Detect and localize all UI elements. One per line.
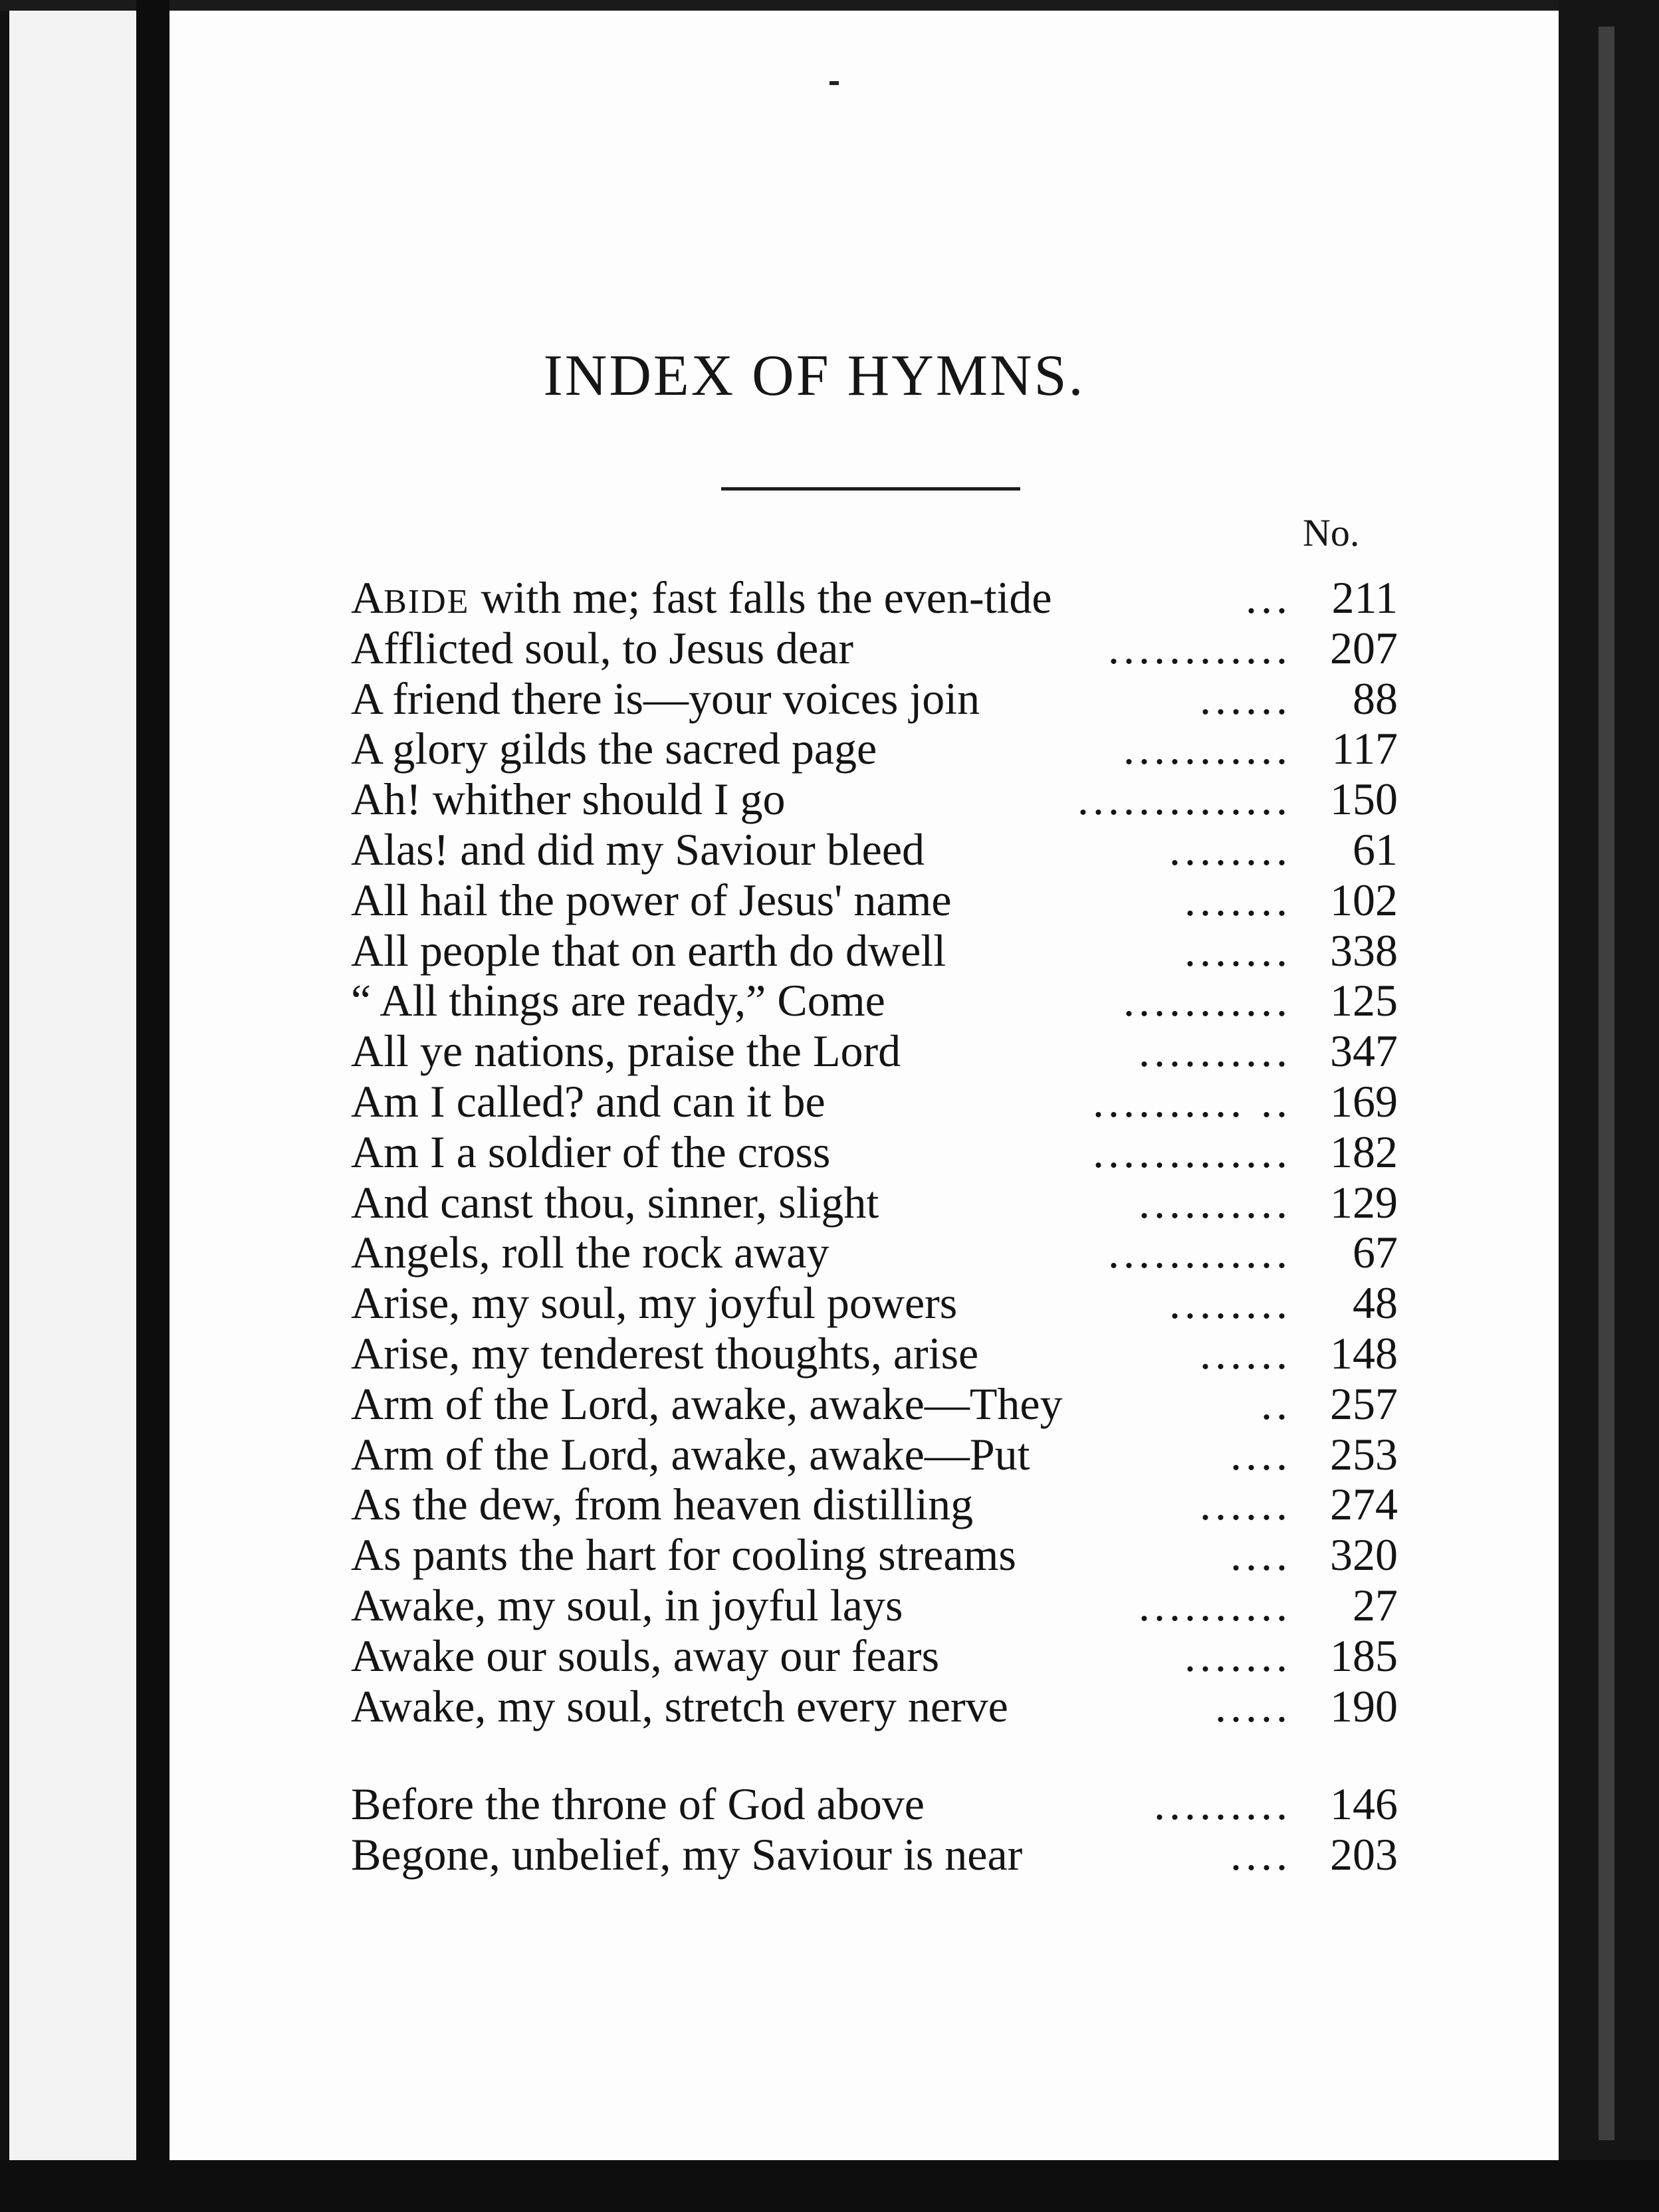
hymn-index-list	[351, 573, 1398, 1880]
hymn-number: 274	[1330, 1479, 1398, 1530]
hymn-title: All people that on earth do dwell	[351, 925, 946, 976]
leader-dots: ...	[1246, 572, 1291, 623]
hymn-entry	[351, 623, 1398, 674]
hymn-title: Ah! whither should I go	[351, 774, 786, 825]
hymn-title: All ye nations, praise the Lord	[351, 1026, 901, 1077]
hymn-entry	[351, 1178, 1398, 1228]
leader-dots: ....	[1230, 1829, 1291, 1880]
hymn-title: As pants the hart for cooling streams	[351, 1529, 1016, 1581]
hymn-number: 211	[1331, 572, 1398, 623]
hymn-number: 61	[1353, 824, 1398, 875]
hymn-number: 182	[1330, 1126, 1398, 1177]
leader-dots: ....	[1230, 1529, 1291, 1581]
leader-dots: ............	[1108, 622, 1291, 673]
hymn-title: A glory gilds the sacred page	[351, 723, 877, 774]
leader-dots: ...........	[1123, 975, 1291, 1026]
hymn-entry	[351, 1779, 1398, 1830]
hymn-title: Arise, my tenderest thoughts, arise	[351, 1327, 979, 1379]
leader-dots: .............	[1093, 1126, 1291, 1177]
hymn-number: 203	[1330, 1829, 1398, 1880]
hymn-number: 347	[1330, 1026, 1398, 1077]
hymn-title: A friend there is—your voices join	[351, 673, 980, 724]
hymn-number: 88	[1353, 673, 1398, 724]
leader-dots: ..	[1261, 1378, 1291, 1429]
leader-dots: ..........	[1139, 1579, 1291, 1630]
hymn-entry	[351, 1830, 1398, 1880]
hymn-entry	[351, 724, 1398, 774]
hymn-title: “ All things are ready,” Come	[351, 975, 885, 1026]
hymn-number: 150	[1330, 774, 1398, 825]
leader-dots: .......... ..	[1093, 1075, 1291, 1127]
page-title: INDEX OF HYMNS.	[543, 344, 1085, 408]
hymn-number: 253	[1330, 1428, 1398, 1480]
hymn-entry	[351, 674, 1398, 724]
hymn-number: 125	[1330, 975, 1398, 1026]
hymn-title: Arise, my soul, my joyful powers	[351, 1277, 958, 1329]
leader-dots: ....	[1230, 1428, 1291, 1480]
hymn-entry	[351, 1026, 1398, 1077]
hymn-number: 67	[1353, 1227, 1398, 1278]
hymn-title: Awake, my soul, stretch every nerve	[351, 1680, 1008, 1731]
number-column-header: No.	[1303, 511, 1360, 554]
hymn-number: 48	[1353, 1277, 1398, 1329]
leader-dots: ........	[1169, 1277, 1291, 1329]
leader-dots: ..........	[1139, 1026, 1291, 1077]
leader-dots: ..........	[1139, 1176, 1291, 1228]
hymn-title: Afflicted soul, to Jesus dear	[351, 622, 854, 673]
hymn-entry	[351, 1228, 1398, 1278]
hymn-entry	[351, 1480, 1398, 1530]
leader-dots: ......	[1200, 673, 1291, 724]
hymn-title: Awake, my soul, in joyful lays	[351, 1579, 903, 1630]
hymn-entry	[351, 1581, 1398, 1631]
hymn-title: And canst thou, sinner, slight	[351, 1176, 879, 1228]
leader-dots: ..............	[1077, 774, 1291, 825]
leader-dots: .......	[1184, 874, 1291, 925]
leader-dots: ......	[1200, 1479, 1291, 1530]
hymn-title-rest: with me; fast falls the even-tide	[469, 572, 1052, 623]
hymn-title: Begone, unbelief, my Saviour is near	[351, 1829, 1023, 1880]
page-edge-strip	[1599, 27, 1614, 2140]
hymn-number: 190	[1330, 1680, 1398, 1731]
small-caps-initial: A	[351, 572, 384, 623]
hymn-title	[351, 573, 1052, 627]
scan-bottom-edge	[0, 2160, 1659, 2212]
hymn-number: 257	[1330, 1378, 1398, 1429]
leader-dots: .......	[1184, 925, 1291, 976]
hymn-entry	[351, 774, 1398, 825]
hymn-title: Am I a soldier of the cross	[351, 1126, 831, 1177]
hymn-number: 338	[1330, 925, 1398, 976]
leader-dots: .......	[1184, 1630, 1291, 1681]
hymn-number: 117	[1331, 723, 1398, 774]
hymn-entry	[351, 926, 1398, 976]
title-rule	[721, 487, 1020, 491]
hymn-title: Awake our souls, away our fears	[351, 1630, 940, 1681]
hymn-number: 148	[1330, 1327, 1398, 1379]
hymn-entry	[351, 1077, 1398, 1127]
leader-dots: ........	[1169, 824, 1291, 875]
small-caps-rest: BIDE	[384, 583, 470, 621]
leader-dots: ............	[1108, 1227, 1291, 1278]
leader-dots: .....	[1215, 1680, 1291, 1731]
scan-left-edge	[0, 0, 9, 2212]
leader-dots: ...........	[1123, 723, 1291, 774]
hymn-number: 169	[1330, 1075, 1398, 1127]
hymn-entry	[351, 1631, 1398, 1682]
hymn-entry	[351, 1682, 1398, 1732]
hymn-entry	[351, 825, 1398, 875]
hymn-entry	[351, 976, 1398, 1026]
hymn-number: 207	[1330, 622, 1398, 673]
hymn-title: Am I called? and can it be	[351, 1075, 826, 1127]
hymn-number: 146	[1330, 1779, 1398, 1830]
hymn-entry	[351, 1530, 1398, 1581]
hymn-number: 320	[1330, 1529, 1398, 1581]
hymn-title: Arm of the Lord, awake, awake—They	[351, 1378, 1063, 1429]
hymn-number: 102	[1330, 874, 1398, 925]
scan-left-background	[0, 0, 156, 2212]
hymn-entry	[351, 1278, 1398, 1329]
hymn-entry	[351, 875, 1398, 926]
hymn-number: 27	[1353, 1579, 1398, 1630]
leader-dots: .........	[1154, 1779, 1291, 1830]
hymn-title: Before the throne of God above	[351, 1779, 925, 1830]
hymn-entry	[351, 573, 1398, 623]
hymn-title: Alas! and did my Saviour bleed	[351, 824, 925, 875]
hymn-entry	[351, 1127, 1398, 1178]
scan-top-edge	[0, 0, 1659, 11]
leader-dots: ......	[1200, 1327, 1291, 1379]
book-gutter	[136, 0, 169, 2212]
hymn-title: All hail the power of Jesus' name	[351, 874, 952, 925]
print-mark	[830, 81, 839, 85]
hymn-title: Angels, roll the rock away	[351, 1227, 830, 1278]
hymn-entry	[351, 1379, 1398, 1430]
hymn-entry	[351, 1430, 1398, 1480]
hymn-entry	[351, 1329, 1398, 1379]
hymn-title: Arm of the Lord, awake, awake—Put	[351, 1428, 1030, 1480]
hymn-title: As the dew, from heaven distilling	[351, 1479, 974, 1530]
hymn-number: 185	[1330, 1630, 1398, 1681]
hymn-number: 129	[1330, 1176, 1398, 1228]
